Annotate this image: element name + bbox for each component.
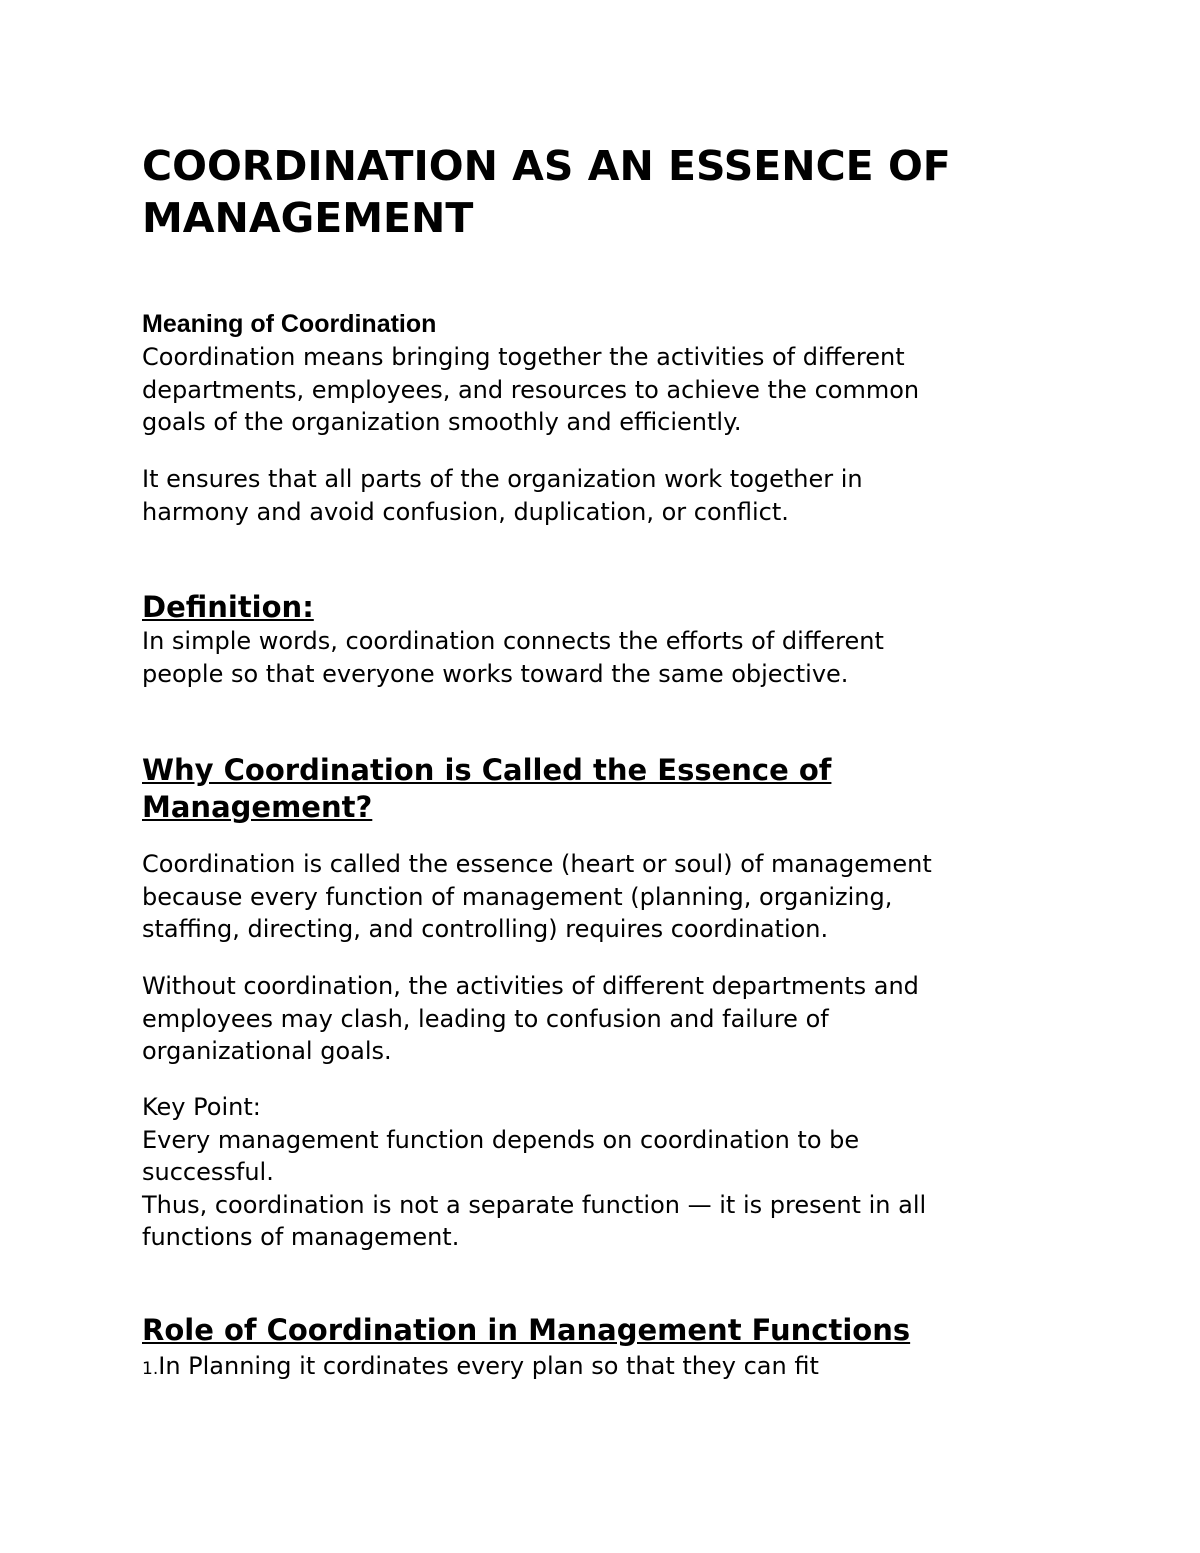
text-line: organizational goals. xyxy=(142,1037,392,1065)
list-number: 1. xyxy=(142,1359,159,1379)
document-title xyxy=(142,140,1042,244)
why-paragraph-2 xyxy=(142,970,1052,1068)
key-point-label: Key Point: xyxy=(142,1093,261,1121)
text-line: departments, employees, and resources to achieve the common xyxy=(142,375,920,404)
text-line: In simple words, coordination connects the efforts of different xyxy=(142,627,884,655)
role-list-item xyxy=(142,1350,1052,1386)
text-line: Coordination is called the essence (heart or soul) of management xyxy=(142,850,932,878)
text-line: employees may clash, leading to confusion and failure of xyxy=(142,1004,829,1033)
text-line: harmony and avoid confusion, duplication, or conflict. xyxy=(142,497,789,526)
meaning-paragraph-2 xyxy=(142,463,1052,528)
list-item-text: In Planning it cordinates every plan so that they can fit xyxy=(158,1352,819,1380)
text-line: Thus, coordination is not a separate function — it is present in all xyxy=(142,1190,927,1219)
meaning-heading: Meaning of Coordination xyxy=(142,310,437,338)
why-heading xyxy=(142,752,902,826)
text-line: because every function of management (planning, organizing, xyxy=(142,882,893,911)
text-line: Every management function depends on coordination to be xyxy=(142,1125,860,1154)
key-point-block xyxy=(142,1091,1052,1254)
title-line: MANAGEMENT xyxy=(142,194,474,242)
role-heading: Role of Coordination in Management Functions xyxy=(142,1313,911,1347)
definition-heading: Definition: xyxy=(142,590,314,624)
text-line: people so that everyone works toward the same objective. xyxy=(142,659,849,688)
text-line: goals of the organization smoothly and efficiently. xyxy=(142,408,742,436)
text-line: It ensures that all parts of the organization work together in xyxy=(142,465,863,493)
text-line: staffing, directing, and controlling) requires coordination. xyxy=(142,915,829,943)
text-line: successful. xyxy=(142,1158,274,1186)
definition-paragraph xyxy=(142,625,1052,690)
title-line: COORDINATION AS AN ESSENCE OF xyxy=(142,142,951,190)
text-line: Coordination means bringing together the activities of different xyxy=(142,343,905,371)
heading-line: Management? xyxy=(142,790,373,824)
why-paragraph-1 xyxy=(142,848,1052,946)
heading-line: Why Coordination is Called the Essence of xyxy=(142,753,832,787)
text-line: functions of management. xyxy=(142,1223,460,1251)
meaning-paragraph xyxy=(142,341,1052,439)
text-line: Without coordination, the activities of different departments and xyxy=(142,972,919,1000)
